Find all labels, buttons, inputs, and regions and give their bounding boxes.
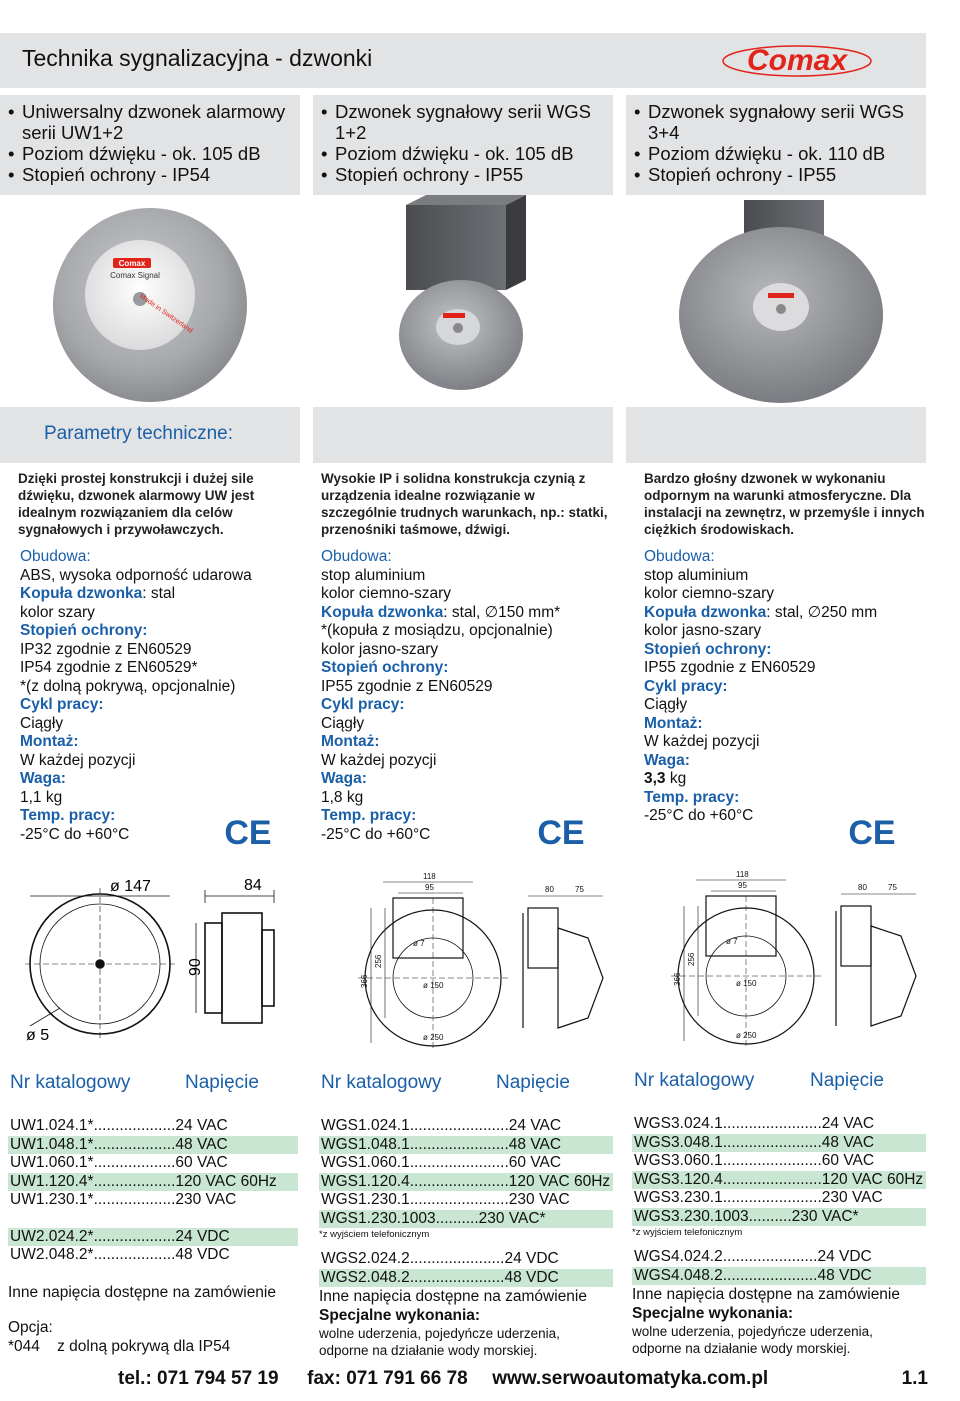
- spec-value: *(z dolną pokrywą, opcjonalnie): [20, 677, 236, 695]
- special-text: odporne na działanie wody morskiej.: [319, 1343, 538, 1358]
- spec-value: IP54 zgodnie z EN60529*: [20, 659, 198, 676]
- spec-value: Ciągły: [644, 696, 688, 713]
- svg-text:ø 5: ø 5: [26, 1027, 50, 1044]
- spec-label: Temp. pracy:: [20, 807, 116, 824]
- bell-uw-image: [0, 195, 300, 407]
- spec-label: Stopień ochrony:: [321, 659, 449, 676]
- catalog-row: UW1.120.4*...................120 VAC 60Hz: [8, 1173, 298, 1192]
- option-text: *044 z dolną pokrywą dla IP54: [8, 1337, 231, 1355]
- option-label: Opcja:: [8, 1318, 53, 1336]
- specs-wgs12: [321, 548, 611, 844]
- catalog-row: WGS1.230.1.......................230 VAC: [321, 1191, 570, 1208]
- spec-value: W każdej pozycji: [20, 751, 136, 769]
- catalog-row: WGS3.024.1.......................24 VAC: [634, 1115, 875, 1132]
- spec-value: IP32 zgodnie z EN60529: [20, 640, 192, 658]
- spec-value: W każdej pozycji: [321, 751, 437, 769]
- catalog-row: WGS1.230.1003..........230 VAC*: [319, 1210, 613, 1229]
- other-voltages-note: Inne napięcia dostępne na zamówienie: [319, 1288, 587, 1305]
- svg-text:366: 366: [360, 974, 369, 988]
- feature-sound-level: • Poziom dźwięku - ok. 105 dB: [8, 143, 300, 164]
- feature-list: [313, 95, 613, 195]
- catalog-row: WGS3.230.1.......................230 VAC: [634, 1189, 883, 1206]
- spec-value: IP55 zgodnie z EN60529: [644, 659, 816, 676]
- spec-label: Montaż:: [644, 714, 703, 732]
- dimension-drawing: [626, 868, 926, 1050]
- bell-wgs34-image: [626, 195, 926, 407]
- spec-value: W każdej pozycji: [644, 733, 760, 750]
- spec-row: [644, 604, 926, 623]
- spec-label: Waga:: [321, 770, 367, 787]
- spec-value: 1,8 kg: [321, 788, 364, 806]
- svg-text:95: 95: [738, 881, 747, 890]
- divider: [300, 407, 313, 463]
- spec-value: kolor szary: [20, 603, 95, 621]
- svg-text:75: 75: [575, 885, 584, 894]
- catalog-row: WGS1.048.1.......................48 VAC: [319, 1136, 613, 1155]
- spec-row: [20, 585, 300, 604]
- spec-value: : stal, ∅250 mm: [766, 603, 878, 621]
- special-text: wolne uderzenia, pojedyńcze uderzenia,: [632, 1324, 873, 1339]
- params-title: Parametry techniczne:: [44, 423, 234, 444]
- spec-label: Obudowa:: [321, 548, 392, 565]
- comax-logo: [722, 41, 872, 81]
- catalog-row: WGS3.060.1.......................60 VAC: [634, 1152, 875, 1169]
- svg-text:Comax: Comax: [746, 44, 848, 77]
- drawing-uw: [0, 868, 300, 1050]
- title-bar: [0, 33, 926, 88]
- bell-wgs12-image: [313, 195, 613, 407]
- svg-text:CE: CE: [537, 814, 585, 850]
- svg-text:ø 7: ø 7: [413, 939, 425, 948]
- catalog-voltage-header: Napięcie: [810, 1070, 884, 1091]
- spec-value: : stal: [142, 585, 176, 602]
- spec-value: Ciągły: [321, 714, 365, 732]
- catalog-row: UW1.048.1*...................48 VAC: [8, 1136, 298, 1155]
- feature-list: [626, 95, 926, 195]
- special-label: Specjalne wykonania:: [319, 1307, 481, 1324]
- spec-label: Montaż:: [321, 733, 380, 750]
- feature-ip-rating: • Stopień ochrony - IP54: [8, 164, 300, 185]
- drawing-wgs34: [626, 868, 926, 1050]
- catalog-row: UW1.060.1*...................60 VAC: [10, 1154, 228, 1171]
- spec-value: ABS, wysoka odporność udarowa: [20, 566, 252, 584]
- description-uw: Dzięki prostej konstrukcji i dużej sile dźwięku, dzwonek alarmowy UW jest idealnym rozwiązaniem dla celów sygnałowych i przywoławczych.: [18, 471, 255, 537]
- svg-text:CE: CE: [848, 814, 896, 850]
- spec-label: Cykl pracy:: [20, 696, 104, 713]
- product-column-uw: [0, 95, 300, 407]
- svg-text:90: 90: [187, 958, 204, 976]
- spec-label: Kopuła dzwonka: [20, 585, 143, 602]
- spec-label: Obudowa:: [644, 548, 715, 565]
- spec-value: -25°C do +60°C: [644, 807, 754, 824]
- svg-text:80: 80: [545, 885, 554, 894]
- product-photo-wgs34: [626, 195, 926, 407]
- catalog-row: UW2.048.2*...................48 VDC: [10, 1246, 230, 1263]
- specs-uw: [20, 548, 300, 844]
- catalog-row: WGS3.048.1.......................48 VAC: [632, 1134, 926, 1153]
- params-band: [0, 407, 926, 463]
- product-photo-wgs12: [313, 195, 613, 407]
- footer-website[interactable]: www.serwoautomatyka.com.pl: [492, 1368, 769, 1389]
- catalog-row: WGS2.024.2......................24 VDC: [321, 1250, 559, 1267]
- catalog-row: WGS4.024.2......................24 VDC: [634, 1248, 872, 1265]
- special-text: odporne na działanie wody morskiej.: [632, 1341, 851, 1356]
- svg-text:95: 95: [425, 883, 434, 892]
- spec-value: 3,3: [644, 770, 666, 787]
- svg-text:Made in Switzerland: Made in Switzerland: [138, 292, 194, 335]
- feature-list: [0, 95, 300, 195]
- svg-text:75: 75: [888, 883, 897, 892]
- spec-label: Temp. pracy:: [321, 807, 417, 824]
- spec-label: Kopuła dzwonka: [321, 603, 444, 621]
- footer-phone: tel.: 071 794 57 19: [118, 1368, 279, 1389]
- catalog-nr-header: Nr katalogowy: [10, 1072, 131, 1093]
- spec-label: Waga:: [20, 770, 66, 787]
- feature-sound-level: • Poziom dźwięku - ok. 110 dB: [634, 143, 926, 164]
- feature-series: • Uniwersalny dzwonek alarmowy serii UW1+2: [8, 101, 300, 143]
- description-wgs34: Bardzo głośny dzwonek w wykonaniu odpornym na warunki atmosferyczne. Dla instalacji na zewnętrz, w przemyśle i innych ciężkich środowiskach.: [644, 471, 925, 537]
- svg-text:366: 366: [673, 972, 682, 986]
- catalog-voltage-header: Napięcie: [496, 1072, 570, 1093]
- spec-value: 1,1 kg: [20, 788, 63, 806]
- catalog-row: WGS2.048.2......................48 VDC: [319, 1269, 613, 1288]
- catalog-row: UW2.024.2*...................24 VDC: [8, 1228, 298, 1247]
- spec-value: -25°C do +60°C: [321, 825, 431, 843]
- svg-text:ø 150: ø 150: [736, 979, 757, 988]
- catalog-nr-header: Nr katalogowy: [634, 1070, 755, 1091]
- catalog-list-wgs34: [632, 1115, 926, 1357]
- product-column-wgs12: [313, 95, 613, 407]
- catalog-row: WGS3.120.4.......................120 VAC 60Hz: [632, 1171, 926, 1190]
- spec-label: Montaż:: [20, 733, 79, 750]
- catalog-row: UW1.024.1*...................24 VAC: [10, 1117, 228, 1134]
- footer: [118, 1368, 928, 1390]
- svg-text:ø 147: ø 147: [110, 878, 151, 895]
- svg-text:Comax Signal: Comax Signal: [110, 271, 160, 280]
- svg-text:ø 150: ø 150: [423, 981, 444, 990]
- spec-value: : stal, ∅150 mm*: [443, 603, 561, 621]
- other-voltages-note: Inne napięcia dostępne na zamówienie: [8, 1283, 276, 1301]
- dimension-drawing: [313, 868, 613, 1050]
- footnote: *z wyjściem telefonicznym: [319, 1229, 430, 1240]
- spec-label: Temp. pracy:: [644, 788, 740, 806]
- svg-text:ø 7: ø 7: [726, 937, 738, 946]
- catalog-row: WGS1.120.4.......................120 VAC 60Hz: [319, 1173, 613, 1192]
- spec-value: IP55 zgodnie z EN60529: [321, 677, 493, 695]
- other-voltages-note: Inne napięcia dostępne na zamówienie: [632, 1286, 900, 1303]
- catalog-row: WGS4.048.2......................48 VDC: [632, 1267, 926, 1286]
- spec-label: Waga:: [644, 751, 690, 769]
- footer-fax: fax: 071 791 66 78: [307, 1368, 468, 1389]
- spec-value: kolor jasno-szary: [644, 622, 762, 639]
- svg-text:256: 256: [687, 952, 696, 966]
- page-title: Technika sygnalizacyjna - dzwonki: [22, 45, 373, 71]
- spec-unit: kg: [665, 770, 687, 787]
- svg-text:Comax: Comax: [118, 259, 146, 268]
- spec-value: Ciągły: [20, 714, 64, 732]
- catalog-list-wgs12: [319, 1117, 613, 1359]
- feature-sound-level: • Poziom dźwięku - ok. 105 dB: [321, 143, 613, 164]
- catalog-row: WGS3.230.1003..........230 VAC*: [632, 1208, 926, 1227]
- spec-label: Obudowa:: [20, 548, 91, 565]
- specs-wgs34: [644, 548, 926, 826]
- spec-label: Kopuła dzwonka: [644, 603, 767, 621]
- page-number: 1.1: [901, 1368, 928, 1389]
- svg-text:ø 250: ø 250: [736, 1031, 757, 1040]
- divider: [613, 407, 626, 463]
- catalog-list-uw: [8, 1117, 298, 1356]
- catalog-nr-header: Nr katalogowy: [321, 1072, 442, 1093]
- spec-value: -25°C do +60°C: [20, 825, 130, 843]
- spec-label: Stopień ochrony:: [20, 622, 148, 639]
- catalog-header-wgs12: [313, 1062, 613, 1102]
- catalog-header-wgs34: [626, 1060, 926, 1100]
- spec-row: [644, 770, 926, 789]
- drawing-wgs12: [313, 868, 613, 1050]
- feature-ip-rating: • Stopień ochrony - IP55: [321, 164, 613, 185]
- spec-label: Cykl pracy:: [644, 677, 728, 695]
- catalog-header-uw: [0, 1062, 300, 1102]
- ce-mark-icon: [222, 814, 274, 850]
- svg-text:118: 118: [736, 870, 749, 879]
- spec-value: kolor jasno-szary: [321, 640, 439, 658]
- catalog-row: UW1.230.1*...................230 VAC: [10, 1191, 237, 1208]
- spec-value: kolor ciemno-szary: [321, 585, 452, 602]
- svg-text:80: 80: [858, 883, 867, 892]
- spec-label: Stopień ochrony:: [644, 640, 772, 658]
- spec-label: Cykl pracy:: [321, 696, 405, 713]
- spec-value: kolor ciemno-szary: [644, 585, 775, 602]
- description-wgs12: Wysokie IP i solidna konstrukcja czynią z urządzenia idealne rozwiązanie w szczególnie trudnych warunkach, np.: statki, przenośniki taśmowe, dźwigi.: [321, 471, 608, 537]
- special-text: wolne uderzenia, pojedyńcze uderzenia,: [319, 1326, 560, 1341]
- svg-text:ø 250: ø 250: [423, 1033, 444, 1042]
- ce-mark-icon: [846, 814, 898, 850]
- spec-value: stop aluminium: [321, 566, 426, 584]
- feature-series: • Dzwonek sygnałowy serii WGS 3+4: [634, 101, 926, 143]
- product-column-wgs34: [626, 95, 926, 407]
- special-label: Specjalne wykonania:: [632, 1305, 794, 1322]
- svg-text:256: 256: [374, 954, 383, 968]
- feature-ip-rating: • Stopień ochrony - IP55: [634, 164, 926, 185]
- product-photo-uw: [0, 195, 300, 407]
- ce-mark-icon: [535, 814, 587, 850]
- catalog-row: WGS1.060.1.......................60 VAC: [321, 1154, 562, 1171]
- dimension-drawing: [0, 868, 300, 1050]
- feature-series: • Dzwonek sygnałowy serii WGS 1+2: [321, 101, 613, 143]
- svg-text:84: 84: [244, 877, 262, 894]
- svg-text:CE: CE: [224, 814, 272, 850]
- spec-value: *(kopuła z mosiądzu, opcjonalnie): [321, 622, 553, 639]
- svg-text:118: 118: [423, 872, 436, 881]
- footnote: *z wyjściem telefonicznym: [632, 1227, 743, 1238]
- spec-value: stop aluminium: [644, 566, 749, 584]
- catalog-voltage-header: Napięcie: [185, 1072, 259, 1093]
- catalog-row: WGS1.024.1.......................24 VAC: [321, 1117, 562, 1134]
- spec-row: [321, 604, 611, 623]
